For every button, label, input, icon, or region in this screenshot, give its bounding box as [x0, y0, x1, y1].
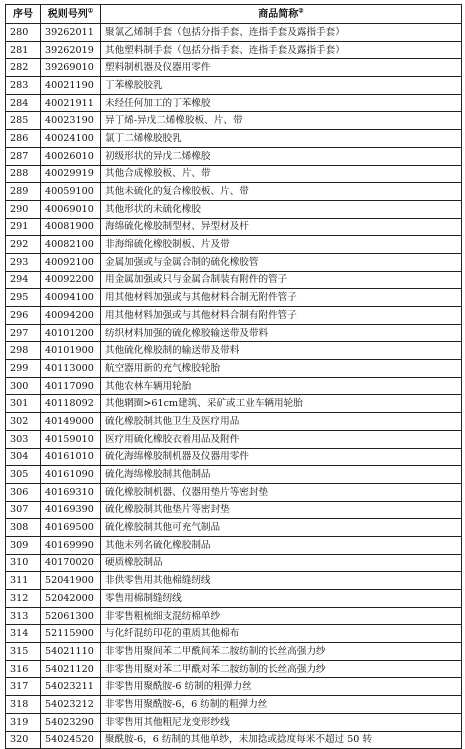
- cell-code: 40169310: [41, 483, 101, 501]
- table-row: [6, 395, 462, 413]
- cell-code: 40170020: [41, 554, 101, 572]
- cell-seq: 285: [6, 112, 41, 130]
- table-row: [6, 200, 462, 218]
- cell-name: 医疗用硫化橡胶衣着用品及附件: [101, 430, 462, 448]
- cell-name: 非零售用聚酰胺-6，6 纺制的粗弹力丝: [101, 696, 462, 714]
- cell-seq: 283: [6, 77, 41, 95]
- cell-seq: 284: [6, 94, 41, 112]
- table-row: [6, 271, 462, 289]
- table-row: [6, 430, 462, 448]
- cell-code: 54021110: [41, 643, 101, 661]
- table-row: [6, 643, 462, 661]
- cell-seq: 318: [6, 696, 41, 714]
- cell-code: 40026010: [41, 147, 101, 165]
- header-name-label: 商品简称: [258, 8, 299, 20]
- cell-seq: 286: [6, 130, 41, 148]
- table-row: [6, 466, 462, 484]
- table-row: [6, 413, 462, 431]
- cell-name: 零售用棉制缝纫线: [101, 590, 462, 608]
- cell-name: 氯丁二烯橡胶胶乳: [101, 130, 462, 148]
- cell-seq: 288: [6, 165, 41, 183]
- table-row: [6, 731, 462, 749]
- cell-name: 硬质橡胶制品: [101, 554, 462, 572]
- header-seq: [6, 5, 41, 24]
- cell-code: 40149000: [41, 413, 101, 431]
- table-row: [6, 324, 462, 342]
- cell-seq: 309: [6, 536, 41, 554]
- cell-name: 海绵硫化橡胶制型材、异型材及杆: [101, 218, 462, 236]
- cell-name: 其他合成橡胶板、片、带: [101, 165, 462, 183]
- cell-code: 40024100: [41, 130, 101, 148]
- cell-code: 40021190: [41, 77, 101, 95]
- table-row: [6, 77, 462, 95]
- table-row: [6, 590, 462, 608]
- cell-name: 其他形状的未硫化橡胶: [101, 200, 462, 218]
- cell-code: 40169500: [41, 519, 101, 537]
- cell-seq: 306: [6, 483, 41, 501]
- cell-code: 40113000: [41, 360, 101, 378]
- table-row: [6, 59, 462, 77]
- header-name-footnote: ②: [298, 7, 304, 15]
- cell-seq: 303: [6, 430, 41, 448]
- cell-seq: 289: [6, 183, 41, 201]
- header-code-footnote: ①: [87, 7, 94, 15]
- cell-name: 非零售粗梳细支混纺棉单纱: [101, 607, 462, 625]
- table-row: [6, 519, 462, 537]
- cell-code: 40169990: [41, 536, 101, 554]
- cell-seq: 304: [6, 448, 41, 466]
- cell-seq: 316: [6, 660, 41, 678]
- header-seq-label: 序号: [13, 8, 33, 20]
- cell-code: 40094200: [41, 307, 101, 325]
- table-row: [6, 147, 462, 165]
- cell-code: 40101900: [41, 342, 101, 360]
- cell-code: 54023290: [41, 713, 101, 731]
- cell-code: 40069010: [41, 200, 101, 218]
- cell-name: 其他未硫化的复合橡胶板、片、带: [101, 183, 462, 201]
- table-row: [6, 94, 462, 112]
- cell-seq: 317: [6, 678, 41, 696]
- cell-seq: 293: [6, 253, 41, 271]
- cell-code: 52061300: [41, 607, 101, 625]
- cell-code: 52042000: [41, 590, 101, 608]
- table-row: [6, 218, 462, 236]
- cell-name: 聚酰胺-6，6 纺制的其他单纱，未加捻或捻度每米不超过 50 转: [101, 731, 462, 749]
- table-header-row: [6, 5, 462, 24]
- cell-name: 用其他材料加强或与其他材料合制有附件管子: [101, 307, 462, 325]
- table-row: [6, 448, 462, 466]
- cell-code: 40081900: [41, 218, 101, 236]
- cell-name: 异丁烯-异戊二烯橡胶板、片、带: [101, 112, 462, 130]
- cell-seq: 319: [6, 713, 41, 731]
- cell-code: 52041900: [41, 572, 101, 590]
- cell-seq: 281: [6, 41, 41, 59]
- table-body: [6, 24, 462, 749]
- table-row: [6, 696, 462, 714]
- table-row: [6, 165, 462, 183]
- cell-code: 40092100: [41, 253, 101, 271]
- cell-seq: 301: [6, 395, 41, 413]
- table-row: [6, 342, 462, 360]
- cell-seq: 312: [6, 590, 41, 608]
- cell-name: 硫化橡胶制其他垫片等密封垫: [101, 501, 462, 519]
- cell-name: 非零售用聚酰胺-6 纺制的粗弹力丝: [101, 678, 462, 696]
- cell-name: 硫化橡胶制机器、仪器用垫片等密封垫: [101, 483, 462, 501]
- cell-name: 硫化橡胶制其他卫生及医疗用品: [101, 413, 462, 431]
- cell-code: 40117090: [41, 377, 101, 395]
- header-code-label: 税则号列: [47, 8, 88, 20]
- table-row: [6, 253, 462, 271]
- cell-name: 其他未列名硫化橡胶制品: [101, 536, 462, 554]
- table-row: [6, 501, 462, 519]
- cell-code: 54024520: [41, 731, 101, 749]
- cell-name: 非海绵硫化橡胶制板、片及带: [101, 236, 462, 254]
- cell-name: 与化纤混纺印花的重质其他棉布: [101, 625, 462, 643]
- cell-name: 丁苯橡胶胶乳: [101, 77, 462, 95]
- cell-code: 40159010: [41, 430, 101, 448]
- cell-name: 未经任何加工的丁苯橡胶: [101, 94, 462, 112]
- cell-seq: 287: [6, 147, 41, 165]
- tariff-table-container: [5, 4, 461, 749]
- cell-seq: 294: [6, 271, 41, 289]
- cell-seq: 297: [6, 324, 41, 342]
- cell-seq: 314: [6, 625, 41, 643]
- cell-name: 塑料制机器及仪器用零件: [101, 59, 462, 77]
- cell-code: 54021120: [41, 660, 101, 678]
- cell-code: 39269010: [41, 59, 101, 77]
- cell-seq: 280: [6, 24, 41, 42]
- cell-seq: 291: [6, 218, 41, 236]
- cell-seq: 282: [6, 59, 41, 77]
- cell-code: 40092200: [41, 271, 101, 289]
- cell-seq: 311: [6, 572, 41, 590]
- cell-name: 其他农林车辆用轮胎: [101, 377, 462, 395]
- cell-code: 40023190: [41, 112, 101, 130]
- cell-name: 用其他材料加强或与其他材料合制无附件管子: [101, 289, 462, 307]
- cell-name: 硫化海绵橡胶制其他制品: [101, 466, 462, 484]
- cell-code: 39262011: [41, 24, 101, 42]
- table-row: [6, 625, 462, 643]
- table-row: [6, 678, 462, 696]
- table-row: [6, 236, 462, 254]
- cell-name: 非零售用聚间苯二甲酰间苯二胺纺制的长丝高强力纱: [101, 643, 462, 661]
- table-row: [6, 572, 462, 590]
- table-row: [6, 607, 462, 625]
- table-row: [6, 24, 462, 42]
- cell-name: 硫化海绵橡胶制机器及仪器用零件: [101, 448, 462, 466]
- tariff-table: [5, 4, 462, 749]
- cell-name: 非零售用聚对苯二甲酰对苯二胺纺制的长丝高强力纱: [101, 660, 462, 678]
- cell-name: 硫化橡胶制其他可充气制品: [101, 519, 462, 537]
- cell-name: 非零售用其他粗尼龙变形纱线: [101, 713, 462, 731]
- cell-name: 其他塑料制手套（包括分指手套、连指手套及露指手套）: [101, 41, 462, 59]
- cell-seq: 298: [6, 342, 41, 360]
- cell-code: 40101200: [41, 324, 101, 342]
- cell-code: 39262019: [41, 41, 101, 59]
- cell-name: 金属加强或与金属合制的硫化橡胶管: [101, 253, 462, 271]
- cell-seq: 302: [6, 413, 41, 431]
- cell-name: 聚氯乙烯制手套（包括分指手套、连指手套及露指手套）: [101, 24, 462, 42]
- cell-seq: 300: [6, 377, 41, 395]
- cell-seq: 295: [6, 289, 41, 307]
- table-row: [6, 307, 462, 325]
- cell-code: 40118092: [41, 395, 101, 413]
- table-row: [6, 713, 462, 731]
- table-row: [6, 377, 462, 395]
- table-row: [6, 483, 462, 501]
- header-name: [101, 5, 462, 24]
- cell-seq: 315: [6, 643, 41, 661]
- cell-seq: 307: [6, 501, 41, 519]
- cell-code: 54023212: [41, 696, 101, 714]
- table-row: [6, 660, 462, 678]
- table-row: [6, 112, 462, 130]
- table-row: [6, 41, 462, 59]
- cell-name: 其他辋圈>61cm建筑、采矿或工业车辆用轮胎: [101, 395, 462, 413]
- cell-name: 纺织材料加强的硫化橡胶输送带及带料: [101, 324, 462, 342]
- header-code: [41, 5, 101, 24]
- cell-code: 40161090: [41, 466, 101, 484]
- cell-code: 40094100: [41, 289, 101, 307]
- cell-seq: 313: [6, 607, 41, 625]
- cell-seq: 296: [6, 307, 41, 325]
- cell-name: 航空器用新的充气橡胶轮胎: [101, 360, 462, 378]
- table-row: [6, 289, 462, 307]
- cell-name: 用金属加强或只与金属合制装有附件的管子: [101, 271, 462, 289]
- cell-seq: 320: [6, 731, 41, 749]
- cell-code: 40161010: [41, 448, 101, 466]
- cell-code: 52115900: [41, 625, 101, 643]
- table-row: [6, 536, 462, 554]
- table-row: [6, 360, 462, 378]
- cell-seq: 308: [6, 519, 41, 537]
- table-row: [6, 183, 462, 201]
- cell-name: 其他硫化橡胶制的输送带及带料: [101, 342, 462, 360]
- cell-seq: 292: [6, 236, 41, 254]
- table-row: [6, 554, 462, 572]
- cell-code: 40029919: [41, 165, 101, 183]
- cell-name: 初级形状的异戊二烯橡胶: [101, 147, 462, 165]
- cell-code: 40082100: [41, 236, 101, 254]
- cell-seq: 305: [6, 466, 41, 484]
- cell-seq: 310: [6, 554, 41, 572]
- cell-seq: 290: [6, 200, 41, 218]
- cell-code: 40059100: [41, 183, 101, 201]
- cell-seq: 299: [6, 360, 41, 378]
- cell-code: 54023211: [41, 678, 101, 696]
- table-row: [6, 130, 462, 148]
- cell-name: 非供零售用其他棉缝纫线: [101, 572, 462, 590]
- cell-code: 40169390: [41, 501, 101, 519]
- cell-code: 40021911: [41, 94, 101, 112]
